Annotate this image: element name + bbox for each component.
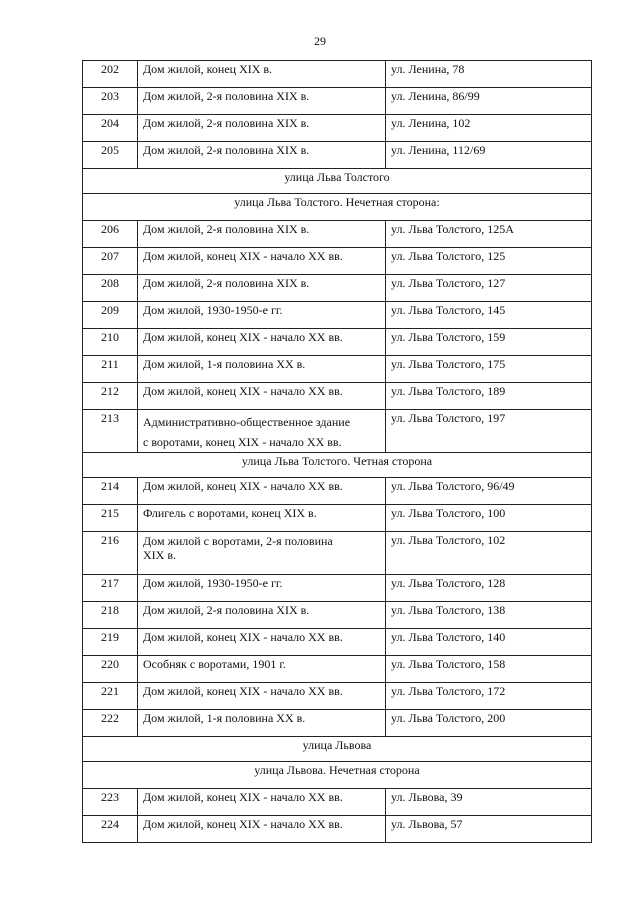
- object-address: ул. Льва Толстого, 189: [386, 383, 592, 410]
- table-row: [83, 329, 592, 356]
- row-number: 207: [83, 248, 138, 275]
- object-description: Дом жилой, конец XIX в.: [138, 61, 386, 88]
- row-number: 214: [83, 478, 138, 505]
- object-description-line: XIX в.: [143, 548, 176, 562]
- object-description: Особняк с воротами, 1901 г.: [138, 656, 386, 683]
- section-heading-row: [83, 169, 592, 194]
- table-row: [83, 275, 592, 302]
- row-number: 209: [83, 302, 138, 329]
- row-number: 213: [83, 410, 138, 453]
- object-address: ул. Льва Толстого, 125: [386, 248, 592, 275]
- object-description: Дом жилой, 2-я половина XIX в.: [138, 221, 386, 248]
- row-number: 210: [83, 329, 138, 356]
- object-address: ул. Льва Толстого, 128: [386, 575, 592, 602]
- object-address: ул. Львова, 39: [386, 789, 592, 816]
- street-side-heading: улица Льва Толстого. Нечетная сторона:: [83, 194, 592, 221]
- heritage-objects-table: [82, 60, 592, 843]
- object-description-line: Административно-общественное здание: [143, 415, 351, 429]
- street-heading: улица Льва Толстого: [83, 169, 592, 194]
- object-description: Дом жилой, 2-я половина XIX в.: [138, 115, 386, 142]
- section-heading-row: [83, 737, 592, 762]
- object-address: ул. Ленина, 102: [386, 115, 592, 142]
- object-description: Дом жилой, 2-я половина XIX в.: [138, 275, 386, 302]
- object-address: ул. Львова, 57: [386, 816, 592, 843]
- row-number: 216: [83, 532, 138, 575]
- object-description: Дом жилой, 1-я половина XX в.: [138, 710, 386, 737]
- object-address: ул. Льва Толстого, 145: [386, 302, 592, 329]
- table-row: [83, 221, 592, 248]
- object-description: Дом жилой, конец XIX - начало XX вв.: [138, 629, 386, 656]
- table-row: [83, 532, 592, 575]
- table-row: [83, 142, 592, 169]
- row-number: 211: [83, 356, 138, 383]
- table-row: [83, 410, 592, 453]
- object-address: ул. Льва Толстого, 96/49: [386, 478, 592, 505]
- object-description: Дом жилой, 2-я половина XIX в.: [138, 142, 386, 169]
- table-row: [83, 61, 592, 88]
- table-row: [83, 789, 592, 816]
- row-number: 220: [83, 656, 138, 683]
- object-description-line: Дом жилой с воротами, 2-я половина: [143, 534, 333, 548]
- row-number: 224: [83, 816, 138, 843]
- object-address: ул. Льва Толстого, 140: [386, 629, 592, 656]
- table-row: [83, 683, 592, 710]
- object-description: Дом жилой, 1930-1950-е гг.: [138, 302, 386, 329]
- row-number: 219: [83, 629, 138, 656]
- table-row: [83, 356, 592, 383]
- object-description: Дом жилой, 2-я половина XIX в.: [138, 602, 386, 629]
- object-address: ул. Льва Толстого, 102: [386, 532, 592, 575]
- row-number: 223: [83, 789, 138, 816]
- object-description: Флигель с воротами, конец XIX в.: [138, 505, 386, 532]
- row-number: 206: [83, 221, 138, 248]
- object-description: Дом жилой, конец XIX - начало XX вв.: [138, 816, 386, 843]
- object-address: ул. Льва Толстого, 138: [386, 602, 592, 629]
- table-row: [83, 602, 592, 629]
- object-description: Дом жилой, конец XIX - начало XX вв.: [138, 383, 386, 410]
- object-address: ул. Льва Толстого, 159: [386, 329, 592, 356]
- table-row: [83, 302, 592, 329]
- section-heading-row: [83, 194, 592, 221]
- object-description: Дом жилой, конец XIX - начало XX вв.: [138, 478, 386, 505]
- row-number: 218: [83, 602, 138, 629]
- object-description: Дом жилой, конец XIX - начало XX вв.: [138, 248, 386, 275]
- object-address: ул. Льва Толстого, 200: [386, 710, 592, 737]
- section-heading-row: [83, 453, 592, 478]
- table-row: [83, 505, 592, 532]
- page-number: 29: [314, 34, 326, 48]
- object-description-line: с воротами, конец XIX - начало XX вв.: [143, 435, 342, 449]
- object-address: ул. Льва Толстого, 100: [386, 505, 592, 532]
- object-address: ул. Льва Толстого, 172: [386, 683, 592, 710]
- row-number: 208: [83, 275, 138, 302]
- object-description: Дом жилой, конец XIX - начало XX вв.: [138, 329, 386, 356]
- object-address: ул. Ленина, 86/99: [386, 88, 592, 115]
- table-row: [83, 816, 592, 843]
- row-number: 221: [83, 683, 138, 710]
- object-description: Дом жилой, 1-я половина XX в.: [138, 356, 386, 383]
- street-side-heading: улица Льва Толстого. Четная сторона: [83, 453, 592, 478]
- row-number: 215: [83, 505, 138, 532]
- object-address: ул. Льва Толстого, 125А: [386, 221, 592, 248]
- table-row: [83, 115, 592, 142]
- object-description: Дом жилой, конец XIX - начало XX вв.: [138, 683, 386, 710]
- street-heading: улица Львова: [83, 737, 592, 762]
- object-description: [138, 532, 386, 575]
- object-address: ул. Льва Толстого, 158: [386, 656, 592, 683]
- row-number: 203: [83, 88, 138, 115]
- object-description: [138, 410, 386, 453]
- row-number: 205: [83, 142, 138, 169]
- row-number: 202: [83, 61, 138, 88]
- table-row: [83, 88, 592, 115]
- street-side-heading: улица Львова. Нечетная сторона: [83, 762, 592, 789]
- object-address: ул. Ленина, 112/69: [386, 142, 592, 169]
- object-description: Дом жилой, 1930-1950-е гг.: [138, 575, 386, 602]
- object-address: ул. Льва Толстого, 175: [386, 356, 592, 383]
- table-row: [83, 478, 592, 505]
- table-row: [83, 656, 592, 683]
- table-row: [83, 248, 592, 275]
- object-address: ул. Льва Толстого, 127: [386, 275, 592, 302]
- table-row: [83, 629, 592, 656]
- table-row: [83, 383, 592, 410]
- object-address: ул. Льва Толстого, 197: [386, 410, 592, 453]
- object-description: Дом жилой, 2-я половина XIX в.: [138, 88, 386, 115]
- row-number: 204: [83, 115, 138, 142]
- row-number: 217: [83, 575, 138, 602]
- table-row: [83, 575, 592, 602]
- row-number: 222: [83, 710, 138, 737]
- object-description: Дом жилой, конец XIX - начало XX вв.: [138, 789, 386, 816]
- row-number: 212: [83, 383, 138, 410]
- section-heading-row: [83, 762, 592, 789]
- object-address: ул. Ленина, 78: [386, 61, 592, 88]
- table-row: [83, 710, 592, 737]
